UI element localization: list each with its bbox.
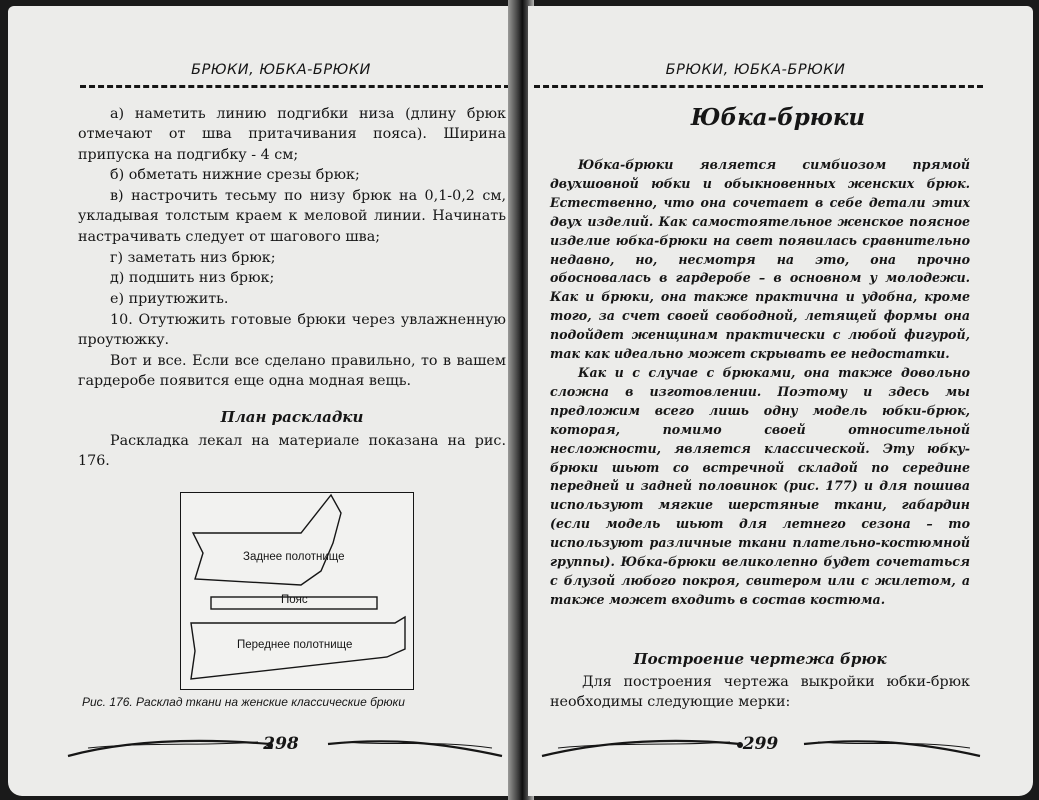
figure-label-waistband: Пояс [281,594,308,606]
right-body-text [550,156,970,610]
paragraph: 10. Отутюжить готовые брюки через увлажненную проутюжку. [78,311,506,349]
page-number-left: 298 [263,734,299,754]
figure-label-back-panel: Заднее полотнище [243,551,345,563]
paragraph: д) подшить низ брюк; [110,270,275,287]
left-header-rule [80,85,510,88]
paragraph: б) обметать нижние срезы брюк; [110,167,360,184]
left-page [8,6,514,796]
section-heading: План раскладки [220,407,364,426]
pattern-layout-drawing [181,493,413,689]
left-body-text [78,104,506,472]
figure-label-front-panel: Переднее полотнище [237,639,353,651]
paragraph: Как и с случае с брюками, она также довольно сложна в изготовлении. Поэтому и здесь мы предложим всего лишь одну модель юбки-брюк, которая, помимо своей относительной несложности, является классической. Эту юбку-брюки шьют со встречной складой по середине передней и задней половинок (рис. 177) и для пошива используют мягкие шерстяные ткани, габардин (если модель шьют для летнего сезона – то используют различные ткани плательно-костюмной группы). Юбка-брюки великолепно будет сочетаться с блузой любого покроя, свитером или с жилетом, а также может входить в состав костюма. [550,364,970,607]
right-page [528,6,1033,796]
paragraph: а) наметить линию подгибки низа (длину брюк отмечают от шва притачивания пояса). Ширина припуска на подгибку - 4 см; [78,106,506,163]
article-title: Юбка-брюки [690,104,866,131]
paragraph: Раскладка лекал на материале показана на рис. 176. [78,432,506,470]
paragraph: Вот и все. Если все сделано правильно, то в вашем гардеробе появится еще одна модная вещь. [78,353,506,390]
page-number-right: 299 [742,734,779,754]
paragraph: в) настрочить тесьму по низу брюк на 0,1-0,2 см, укладывая толстым краем к меловой линии. Начинать настрачивать следует от шагового шва; [78,188,506,245]
figure-caption: Рис. 176. Расклад ткани на женские классические брюки [82,695,405,709]
layout-figure-176 [180,492,414,690]
paragraph: г) заметать низ брюк; [110,249,276,266]
left-running-head: БРЮКИ, ЮБКА-БРЮКИ [191,62,371,78]
paragraph: Юбка-брюки является симбиозом прямой двухшовной юбки и обыкновенных женских брюк. Естественно, что она сочетает в себе детали этих двух изделий. Как самостоятельное женское поясное изделие юбка-брюки на свет появилась сравнительно недавно, но, несмотря на это, она прочно обосновалась в гардеробе – в основном у молодежи. Как и брюки, она также практична и удобна, кроме того, за счет своей свободной, летящей формы она подойдет женщинам практически с любой фигурой, так как идеально может скрывать ее недостатки. [550,157,970,362]
paragraph: е) приутюжить. [110,291,229,308]
right-header-rule [534,85,983,88]
right-running-head: БРЮКИ, ЮБКА-БРЮКИ [665,62,846,78]
section-heading: Построение чертежа брюк [633,650,887,668]
paragraph: Для построения чертежа выкройки юбки-брюк необходимы следующие мерки: [550,674,970,711]
